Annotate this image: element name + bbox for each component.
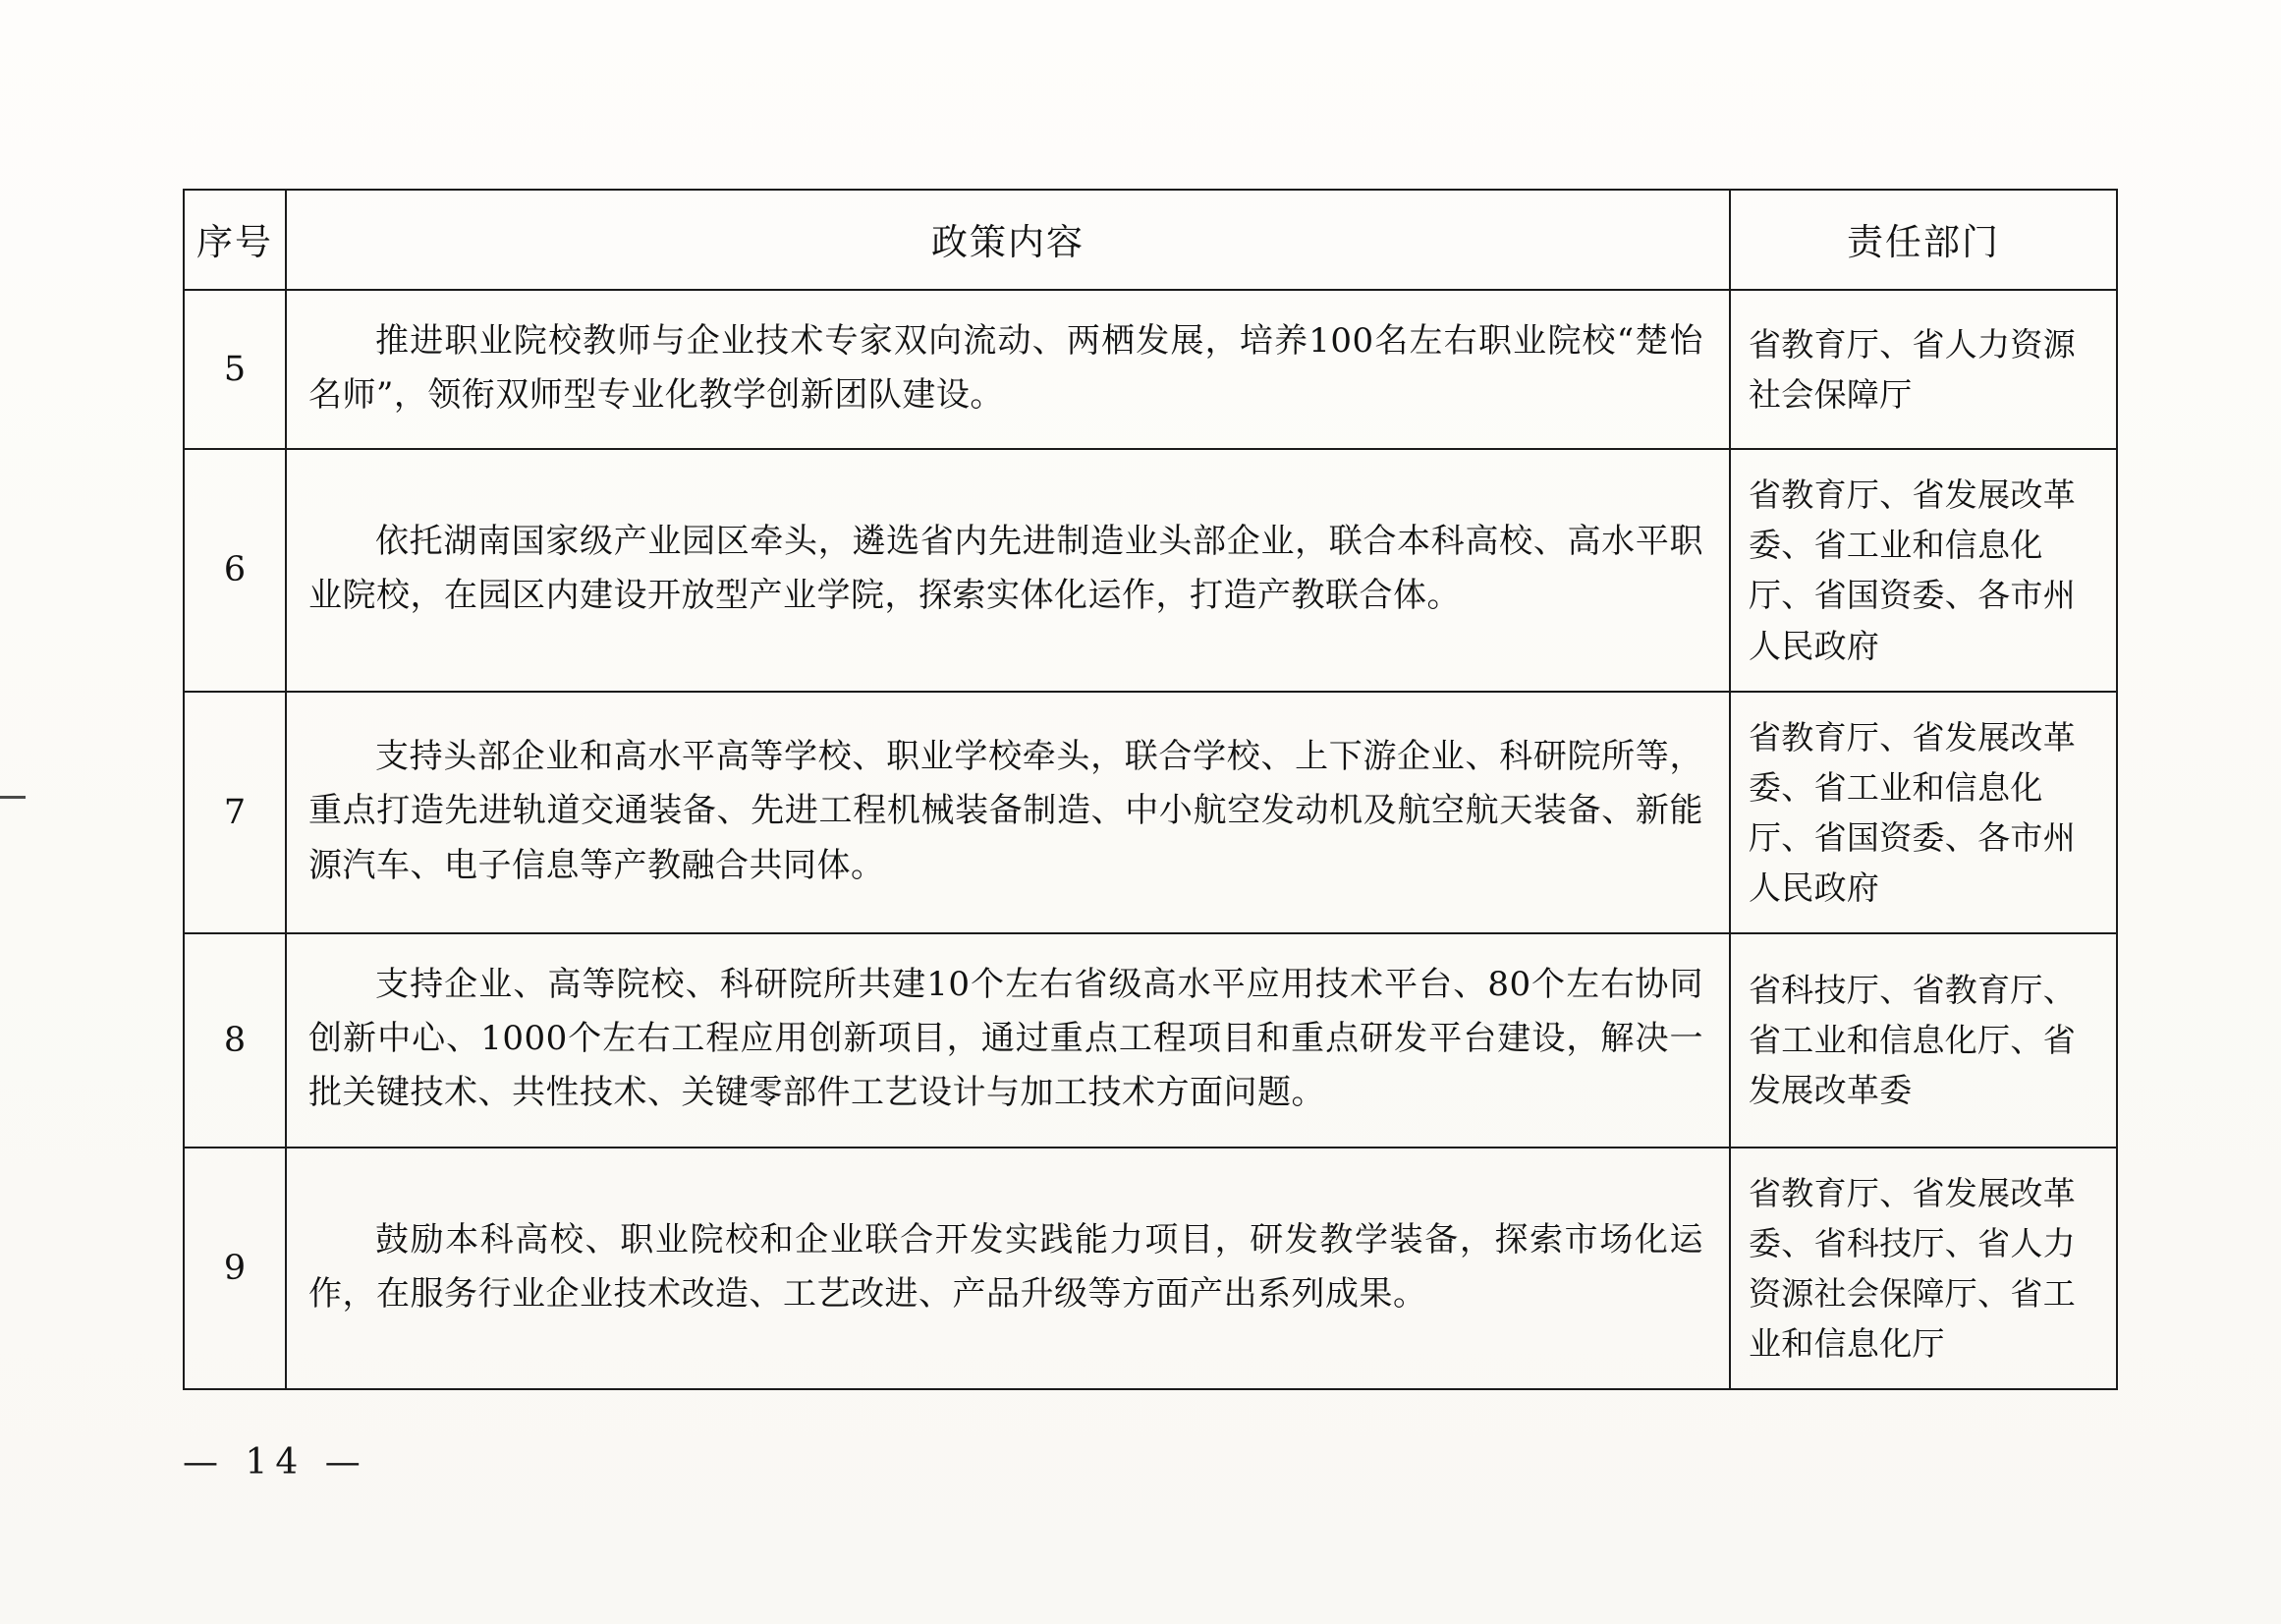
row-content-text: 支持企业、高等院校、科研院所共建10个左右省级高水平应用技术平台、80个左右协同创新中心、1000个左右工程应用创新项目，通过重点工程项目和重点研发平台建设，解决一批关键技术、共性技术、关键零部件工艺设计与加工技术方面问题。 bbox=[308, 965, 1703, 1113]
policy-table bbox=[183, 189, 2118, 1390]
row-content-text: 鼓励本科高校、职业院校和企业联合开发实践能力项目，研发教学装备，探索市场化运作，在服务行业企业技术改造、工艺改进、产品升级等方面产出系列成果。 bbox=[308, 1219, 1703, 1314]
row-content bbox=[286, 449, 1730, 692]
row-number: 9 bbox=[184, 1148, 286, 1390]
table-body bbox=[184, 290, 2117, 1389]
column-header-no: 序号 bbox=[184, 190, 286, 290]
row-department bbox=[1730, 933, 2117, 1147]
row-department-text: 省教育厅、省发展改革委、省工业和信息化厅、省国资委、各市州人民政府 bbox=[1749, 717, 2076, 908]
row-department bbox=[1730, 290, 2117, 449]
row-content bbox=[286, 692, 1730, 934]
page-edge-mark bbox=[0, 796, 26, 799]
table-header bbox=[184, 190, 2117, 290]
row-content bbox=[286, 933, 1730, 1147]
row-content bbox=[286, 290, 1730, 449]
column-header-content: 政策内容 bbox=[286, 190, 1730, 290]
row-department bbox=[1730, 692, 2117, 934]
row-number: 5 bbox=[184, 290, 286, 449]
row-department-text: 省教育厅、省发展改革委、省工业和信息化厅、省国资委、各市州人民政府 bbox=[1749, 476, 2076, 665]
table-row bbox=[184, 933, 2117, 1147]
row-content-text: 推进职业院校教师与企业技术专家双向流动、两栖发展，培养100名左右职业院校“楚怡名师”，领衔双师型专业化教学创新团队建设。 bbox=[308, 321, 1703, 416]
row-content bbox=[286, 1148, 1730, 1390]
table-row bbox=[184, 692, 2117, 934]
table-header-row bbox=[184, 190, 2117, 290]
row-department-text: 省科技厅、省教育厅、省工业和信息化厅、省发展改革委 bbox=[1749, 971, 2076, 1110]
row-number: 7 bbox=[184, 692, 286, 934]
row-number: 8 bbox=[184, 933, 286, 1147]
page-number: — 14 — bbox=[183, 1442, 368, 1483]
row-department bbox=[1730, 1148, 2117, 1390]
table-row bbox=[184, 290, 2117, 449]
row-content-text: 支持头部企业和高水平高等学校、职业学校牵头，联合学校、上下游企业、科研院所等，重点打造先进轨道交通装备、先进工程机械装备制造、中小航空发动机及航空航天装备、新能源汽车、电子信息等产教融合共同体。 bbox=[308, 737, 1703, 885]
column-header-department: 责任部门 bbox=[1730, 190, 2117, 290]
table-row bbox=[184, 449, 2117, 692]
row-content-text: 依托湖南国家级产业园区牵头，遴选省内先进制造业头部企业，联合本科高校、高水平职业院校，在园区内建设开放型产业学院，探索实体化运作，打造产教联合体。 bbox=[308, 522, 1703, 616]
table-row bbox=[184, 1148, 2117, 1390]
row-department bbox=[1730, 449, 2117, 692]
row-department-text: 省教育厅、省发展改革委、省科技厅、省人力资源社会保障厅、省工业和信息化厅 bbox=[1749, 1173, 2076, 1363]
row-number: 6 bbox=[184, 449, 286, 692]
row-department-text: 省教育厅、省人力资源社会保障厅 bbox=[1749, 324, 2076, 415]
